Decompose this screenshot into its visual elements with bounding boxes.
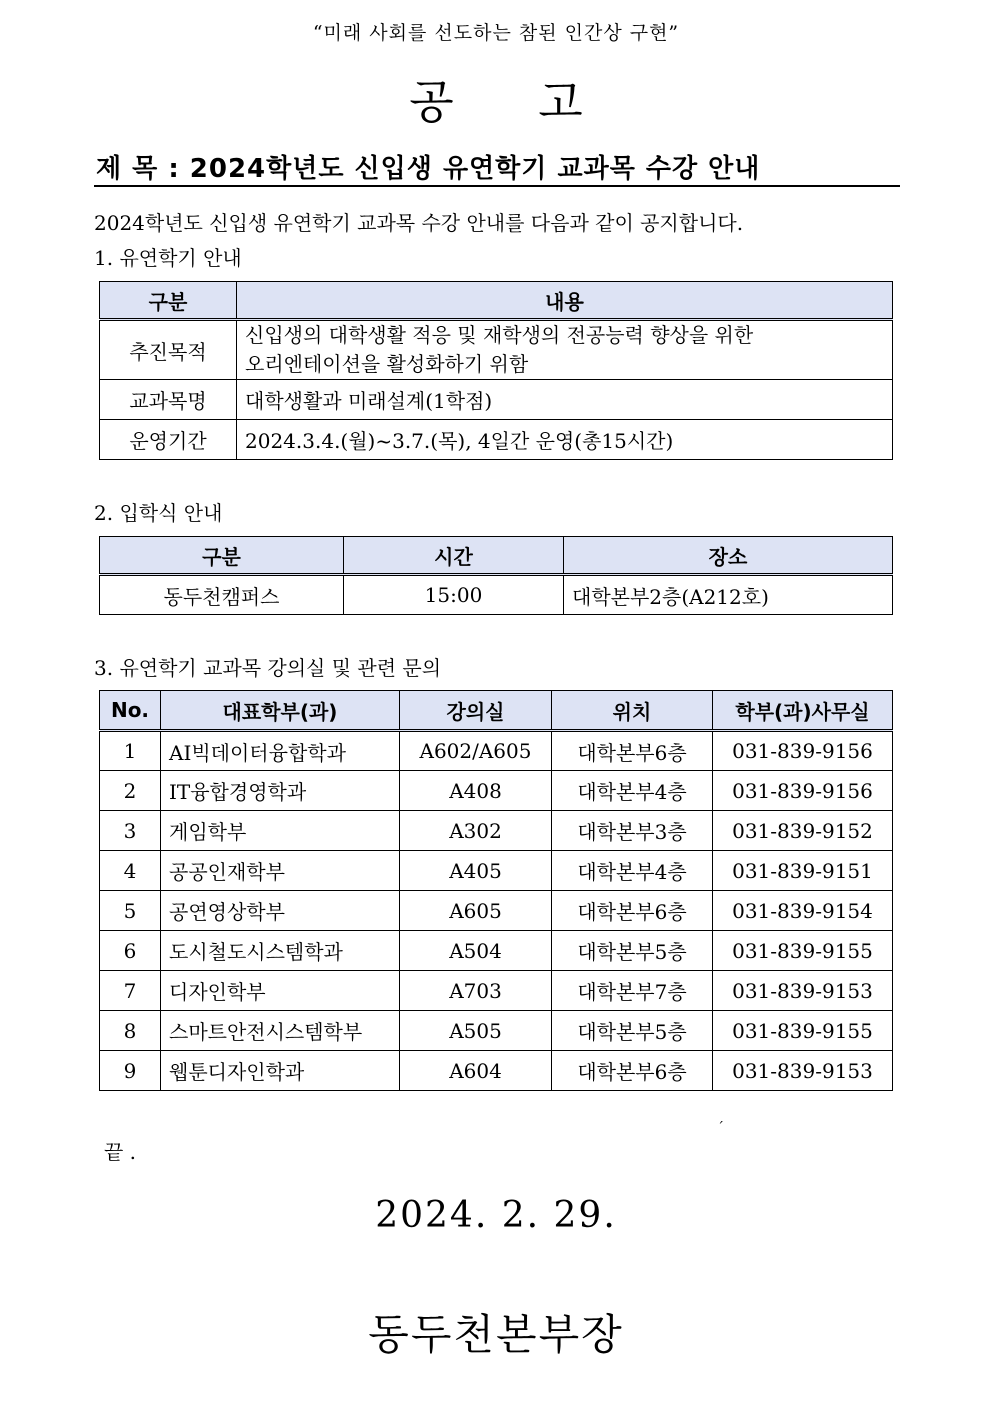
end-mark: 끝 . <box>104 1140 137 1164</box>
stray-mark: ˊ <box>717 1120 724 1136</box>
phone-cell: 031-839-9153 <box>713 1051 893 1091</box>
row-number: 6 <box>100 931 161 971</box>
table-row <box>100 1011 893 1051</box>
row-number: 7 <box>100 971 161 1011</box>
department-cell: 도시철도시스템학과 <box>161 931 400 971</box>
phone-cell: 031-839-9153 <box>713 971 893 1011</box>
table-row <box>100 731 893 771</box>
slogan: “미래 사회를 선도하는 참된 인간상 구현” <box>312 22 680 44</box>
content-line: 오리엔테이션을 활성화하기 위함 <box>245 352 529 376</box>
table-header: 구분 <box>100 282 237 320</box>
classroom-cell: A408 <box>400 771 552 811</box>
phone-cell: 031-839-9156 <box>713 771 893 811</box>
row-label: 교과목명 <box>100 380 237 420</box>
content-line: 신입생의 대학생활 적응 및 재학생의 전공능력 향상을 위한 <box>245 323 754 347</box>
location-cell: 대학본부5층 <box>552 931 713 971</box>
flexible-semester-table <box>99 281 893 460</box>
phone-cell: 031-839-9152 <box>713 811 893 851</box>
campus-cell: 동두천캠퍼스 <box>100 575 344 615</box>
section2-title: 2. 입학식 안내 <box>94 501 223 525</box>
phone-cell: 031-839-9155 <box>713 931 893 971</box>
row-number: 9 <box>100 1051 161 1091</box>
location-cell: 대학본부3층 <box>552 811 713 851</box>
phone-cell: 031-839-9154 <box>713 891 893 931</box>
row-number: 4 <box>100 851 161 891</box>
department-cell: IT융합경영학과 <box>161 771 400 811</box>
row-content <box>237 320 893 380</box>
department-cell: 공연영상학부 <box>161 891 400 931</box>
subject-underline <box>94 185 900 187</box>
classroom-cell: A405 <box>400 851 552 891</box>
row-number: 8 <box>100 1011 161 1051</box>
location-cell: 대학본부7층 <box>552 971 713 1011</box>
department-cell: 웹툰디자인학과 <box>161 1051 400 1091</box>
row-label: 운영기간 <box>100 420 237 460</box>
row-number: 2 <box>100 771 161 811</box>
place-cell: 대학본부2층(A212호) <box>564 575 893 615</box>
classroom-cell: A505 <box>400 1011 552 1051</box>
table-header: 위치 <box>552 691 713 731</box>
section1-title: 1. 유연학기 안내 <box>94 246 242 270</box>
phone-cell: 031-839-9156 <box>713 731 893 771</box>
classroom-cell: A605 <box>400 891 552 931</box>
table-row <box>100 891 893 931</box>
table-header: No. <box>100 691 161 731</box>
subject-line-text: 제 목 : 2024학년도 신입생 유연학기 교과목 수강 안내 <box>96 154 761 184</box>
phone-cell: 031-839-9155 <box>713 1011 893 1051</box>
location-cell: 대학본부4층 <box>552 771 713 811</box>
department-cell: 공공인재학부 <box>161 851 400 891</box>
row-content: 2024.3.4.(월)~3.7.(목), 4일간 운영(총15시간) <box>237 420 893 460</box>
table-row <box>100 380 893 420</box>
table-header: 장소 <box>564 537 893 575</box>
location-cell: 대학본부6층 <box>552 731 713 771</box>
table-row <box>100 931 893 971</box>
section3-title: 3. 유연학기 교과목 강의실 및 관련 문의 <box>94 656 442 680</box>
location-cell: 대학본부6층 <box>552 891 713 931</box>
department-cell: AI빅데이터융합학과 <box>161 731 400 771</box>
location-cell: 대학본부6층 <box>552 1051 713 1091</box>
table-row <box>100 971 893 1011</box>
classroom-cell: A602/A605 <box>400 731 552 771</box>
phone-cell: 031-839-9151 <box>713 851 893 891</box>
table-header: 학부(과)사무실 <box>713 691 893 731</box>
location-cell: 대학본부4층 <box>552 851 713 891</box>
table-row <box>100 575 893 615</box>
table-row <box>100 320 893 380</box>
table-header: 내용 <box>237 282 893 320</box>
row-number: 1 <box>100 731 161 771</box>
table-header: 구분 <box>100 537 344 575</box>
row-number: 5 <box>100 891 161 931</box>
notice-date: 2024. 2. 29. <box>375 1195 617 1236</box>
table-row <box>100 811 893 851</box>
row-number: 3 <box>100 811 161 851</box>
table-row <box>100 420 893 460</box>
classroom-cell: A604 <box>400 1051 552 1091</box>
department-cell: 디자인학부 <box>161 971 400 1011</box>
entrance-ceremony-table <box>99 536 893 615</box>
department-cell: 게임학부 <box>161 811 400 851</box>
time-cell: 15:00 <box>344 575 564 615</box>
department-cell: 스마트안전시스템학부 <box>161 1011 400 1051</box>
table-row <box>100 851 893 891</box>
location-cell: 대학본부5층 <box>552 1011 713 1051</box>
issuer-signature: 동두천본부장 <box>368 1310 624 1359</box>
row-label: 추진목적 <box>100 320 237 380</box>
table-header: 대표학부(과) <box>161 691 400 731</box>
table-header: 시간 <box>344 537 564 575</box>
row-content: 대학생활과 미래설계(1학점) <box>237 380 893 420</box>
table-row <box>100 771 893 811</box>
table-row <box>100 1051 893 1091</box>
notice-title: 공 고 <box>409 75 583 129</box>
classroom-contact-table <box>99 690 893 1091</box>
classroom-cell: A302 <box>400 811 552 851</box>
classroom-cell: A504 <box>400 931 552 971</box>
table-header: 강의실 <box>400 691 552 731</box>
intro-text: 2024학년도 신입생 유연학기 교과목 수강 안내를 다음과 같이 공지합니다. <box>94 211 744 235</box>
classroom-cell: A703 <box>400 971 552 1011</box>
